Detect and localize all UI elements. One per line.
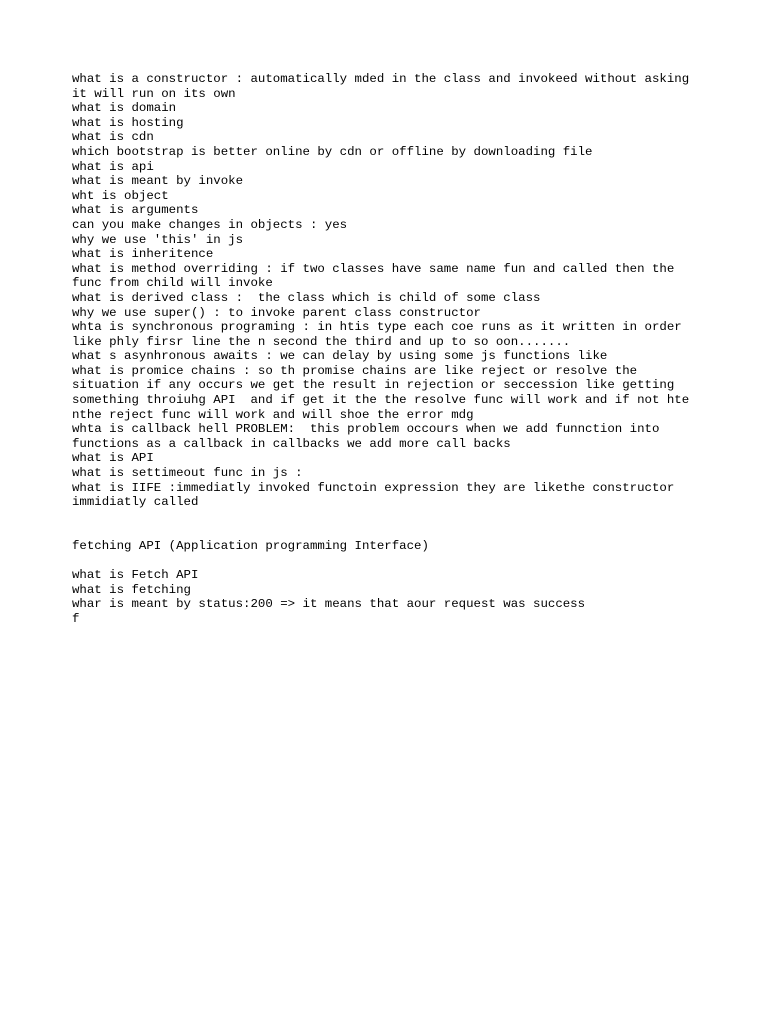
- text-line: like phly firsr line the n second the third and up to so oon.......: [72, 334, 571, 349]
- text-line: what is IIFE :immediatly invoked functoin expression they are likethe constructor: [72, 480, 675, 495]
- text-line: why we use 'this' in js: [72, 232, 244, 247]
- text-line: can you make changes in objects : yes: [72, 217, 348, 232]
- text-line: what is derived class : the class which is child of some class: [72, 290, 541, 305]
- text-line: situation if any occurs we get the result in rejection or seccession like getting: [72, 378, 675, 393]
- text-line: why we use super() : to invoke parent class constructor: [72, 305, 481, 320]
- text-line: what is a constructor : automatically mded in the class and invokeed without asking: [72, 72, 690, 86]
- text-line: what is hosting: [72, 115, 184, 130]
- blank-line: [72, 524, 712, 539]
- text-line: functions as a callback in callbacks we add more call backs: [72, 436, 511, 451]
- text-line: what is inheritence: [72, 247, 214, 262]
- text-line: wht is object: [72, 188, 169, 203]
- text-line: what s asynhronous awaits : we can delay by using some js functions like: [72, 349, 608, 364]
- text-line: what is API: [72, 451, 154, 466]
- text-line: f: [72, 611, 80, 626]
- text-line: nthe reject func will work and will shoe the error mdg: [72, 407, 474, 422]
- text-line: what is arguments: [72, 203, 199, 218]
- text-line: whta is callback hell PROBLEM: this problem occours when we add funnction into: [72, 422, 660, 437]
- text-line: what is meant by invoke: [72, 174, 244, 189]
- text-line: what is domain: [72, 101, 177, 116]
- text-line: what is api: [72, 159, 154, 174]
- text-line: whar is meant by status:200 => it means that aour request was success: [72, 597, 586, 612]
- document-text: [72, 72, 712, 627]
- text-line: which bootstrap is better online by cdn or offline by downloading file: [72, 144, 593, 159]
- text-line: func from child will invoke: [72, 276, 273, 291]
- text-line: something throiuhg API and if get it the the resolve func will work and if not hte: [72, 393, 690, 408]
- text-line: it will run on its own: [72, 86, 236, 101]
- blank-line: [72, 554, 712, 569]
- text-line: whta is synchronous programing : in htis type each coe runs as it written in order: [72, 320, 682, 335]
- blank-line: [72, 510, 712, 525]
- text-line: what is promice chains : so th promise chains are like reject or resolve the: [72, 363, 638, 378]
- text-line: immidiatly called: [72, 495, 199, 510]
- text-line: what is method overriding : if two classes have same name fun and called then the: [72, 261, 675, 276]
- text-line: what is Fetch API: [72, 568, 199, 583]
- text-line: what is fetching: [72, 582, 191, 597]
- text-line: what is cdn: [72, 130, 154, 145]
- section-heading: fetching API (Application programming Interface): [72, 539, 429, 553]
- text-line: what is settimeout func in js :: [72, 466, 303, 481]
